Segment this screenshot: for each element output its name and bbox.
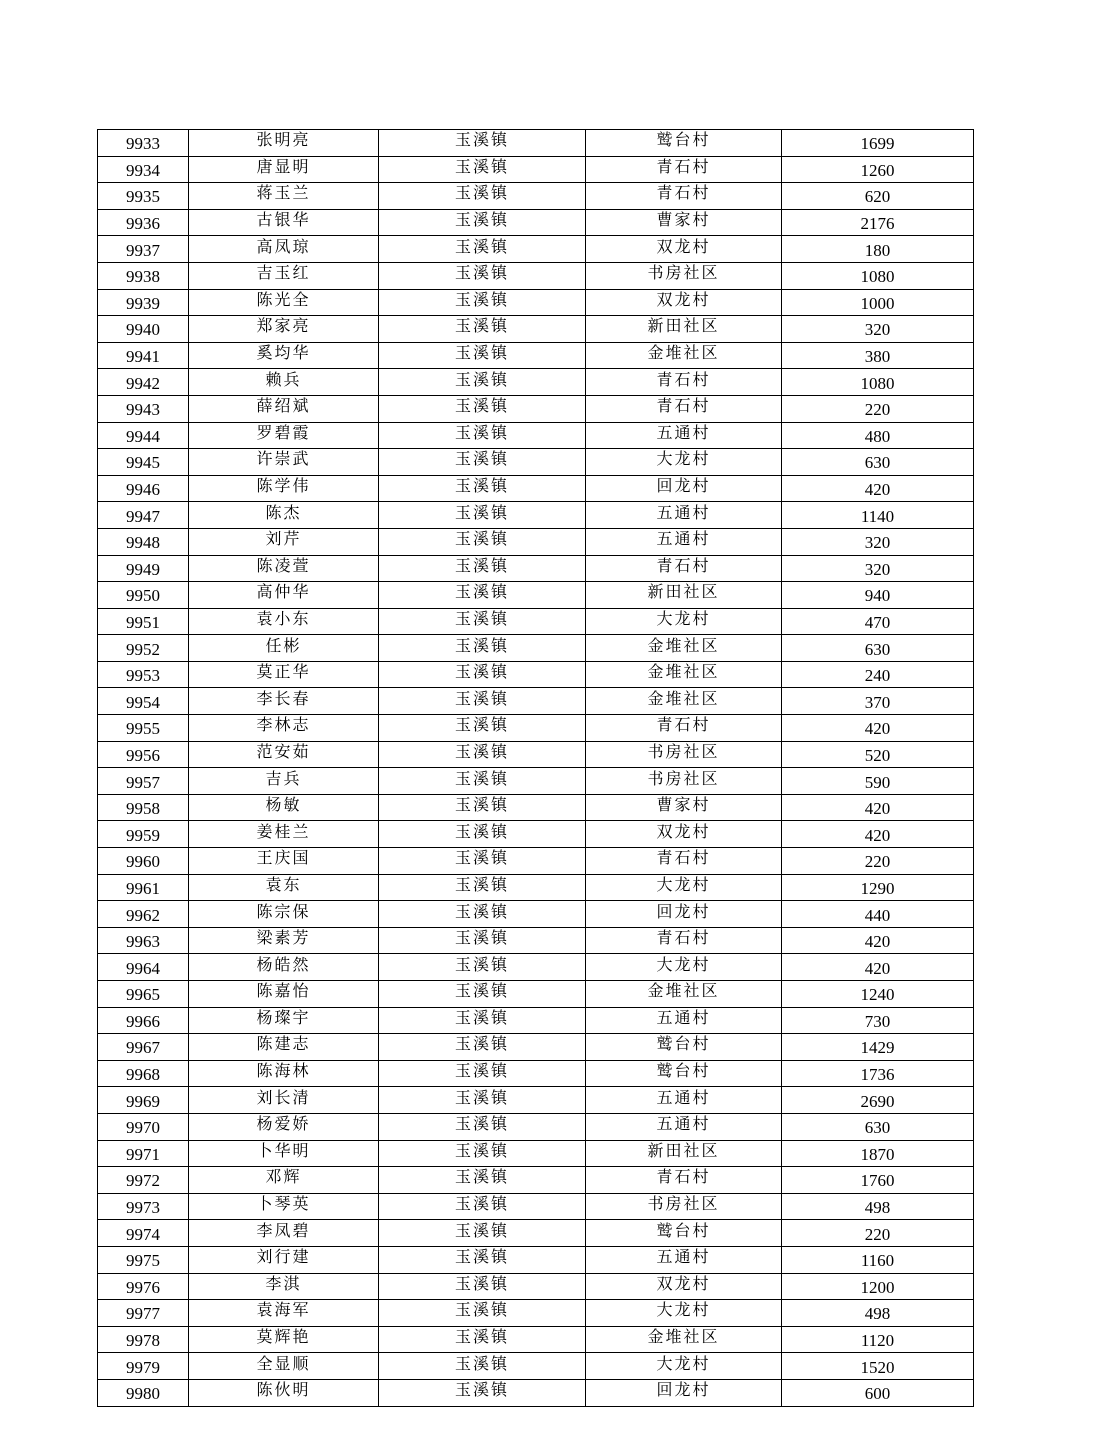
person-name-cell: 全显顺 bbox=[189, 1353, 379, 1380]
person-name-cell: 李林志 bbox=[189, 715, 379, 742]
town-cell: 玉溪镇 bbox=[379, 316, 586, 343]
table-row bbox=[98, 848, 974, 875]
amount-cell: 620 bbox=[782, 183, 974, 210]
town-cell: 玉溪镇 bbox=[379, 1326, 586, 1353]
person-name-cell: 李凤碧 bbox=[189, 1220, 379, 1247]
row-number-cell: 9945 bbox=[98, 449, 189, 476]
town-cell: 玉溪镇 bbox=[379, 1246, 586, 1273]
amount-cell: 1080 bbox=[782, 369, 974, 396]
table-row bbox=[98, 927, 974, 954]
amount-cell: 420 bbox=[782, 821, 974, 848]
town-cell: 玉溪镇 bbox=[379, 981, 586, 1008]
roster-body bbox=[98, 130, 974, 1407]
village-cell: 大龙村 bbox=[586, 608, 782, 635]
row-number-cell: 9961 bbox=[98, 874, 189, 901]
amount-cell: 1140 bbox=[782, 502, 974, 529]
amount-cell: 630 bbox=[782, 635, 974, 662]
village-cell: 五通村 bbox=[586, 1087, 782, 1114]
table-row bbox=[98, 502, 974, 529]
row-number-cell: 9968 bbox=[98, 1060, 189, 1087]
table-row bbox=[98, 1034, 974, 1061]
town-cell: 玉溪镇 bbox=[379, 369, 586, 396]
town-cell: 玉溪镇 bbox=[379, 528, 586, 555]
town-cell: 玉溪镇 bbox=[379, 661, 586, 688]
person-name-cell: 卜华明 bbox=[189, 1140, 379, 1167]
person-name-cell: 姜桂兰 bbox=[189, 821, 379, 848]
table-row bbox=[98, 262, 974, 289]
town-cell: 玉溪镇 bbox=[379, 502, 586, 529]
village-cell: 鹫台村 bbox=[586, 1034, 782, 1061]
person-name-cell: 任彬 bbox=[189, 635, 379, 662]
row-number-cell: 9966 bbox=[98, 1007, 189, 1034]
amount-cell: 420 bbox=[782, 954, 974, 981]
village-cell: 大龙村 bbox=[586, 954, 782, 981]
village-cell: 书房社区 bbox=[586, 1193, 782, 1220]
table-row bbox=[98, 1060, 974, 1087]
person-name-cell: 陈宗保 bbox=[189, 901, 379, 928]
town-cell: 玉溪镇 bbox=[379, 794, 586, 821]
village-cell: 金堆社区 bbox=[586, 688, 782, 715]
row-number-cell: 9939 bbox=[98, 289, 189, 316]
village-cell: 金堆社区 bbox=[586, 635, 782, 662]
amount-cell: 420 bbox=[782, 927, 974, 954]
amount-cell: 220 bbox=[782, 1220, 974, 1247]
village-cell: 鹫台村 bbox=[586, 130, 782, 157]
village-cell: 回龙村 bbox=[586, 475, 782, 502]
village-cell: 大龙村 bbox=[586, 449, 782, 476]
person-name-cell: 罗碧霞 bbox=[189, 422, 379, 449]
village-cell: 回龙村 bbox=[586, 901, 782, 928]
row-number-cell: 9972 bbox=[98, 1167, 189, 1194]
row-number-cell: 9933 bbox=[98, 130, 189, 157]
amount-cell: 1080 bbox=[782, 262, 974, 289]
table-row bbox=[98, 582, 974, 609]
village-cell: 书房社区 bbox=[586, 741, 782, 768]
village-cell: 五通村 bbox=[586, 1246, 782, 1273]
amount-cell: 240 bbox=[782, 661, 974, 688]
person-name-cell: 唐显明 bbox=[189, 156, 379, 183]
amount-cell: 1760 bbox=[782, 1167, 974, 1194]
village-cell: 曹家村 bbox=[586, 794, 782, 821]
amount-cell: 940 bbox=[782, 582, 974, 609]
town-cell: 玉溪镇 bbox=[379, 1034, 586, 1061]
table-row bbox=[98, 1087, 974, 1114]
row-number-cell: 9975 bbox=[98, 1246, 189, 1273]
village-cell: 青石村 bbox=[586, 1167, 782, 1194]
row-number-cell: 9962 bbox=[98, 901, 189, 928]
table-row bbox=[98, 715, 974, 742]
row-number-cell: 9980 bbox=[98, 1379, 189, 1406]
town-cell: 玉溪镇 bbox=[379, 582, 586, 609]
amount-cell: 1870 bbox=[782, 1140, 974, 1167]
person-name-cell: 陈海林 bbox=[189, 1060, 379, 1087]
row-number-cell: 9952 bbox=[98, 635, 189, 662]
table-row bbox=[98, 289, 974, 316]
village-cell: 青石村 bbox=[586, 927, 782, 954]
village-cell: 新田社区 bbox=[586, 582, 782, 609]
table-row bbox=[98, 555, 974, 582]
person-name-cell: 刘芹 bbox=[189, 528, 379, 555]
village-cell: 五通村 bbox=[586, 1007, 782, 1034]
village-cell: 五通村 bbox=[586, 528, 782, 555]
person-name-cell: 吉兵 bbox=[189, 768, 379, 795]
town-cell: 玉溪镇 bbox=[379, 741, 586, 768]
table-row bbox=[98, 874, 974, 901]
village-cell: 金堆社区 bbox=[586, 661, 782, 688]
row-number-cell: 9967 bbox=[98, 1034, 189, 1061]
town-cell: 玉溪镇 bbox=[379, 874, 586, 901]
person-name-cell: 杨爱娇 bbox=[189, 1113, 379, 1140]
town-cell: 玉溪镇 bbox=[379, 635, 586, 662]
row-number-cell: 9957 bbox=[98, 768, 189, 795]
amount-cell: 520 bbox=[782, 741, 974, 768]
town-cell: 玉溪镇 bbox=[379, 209, 586, 236]
person-name-cell: 李长春 bbox=[189, 688, 379, 715]
village-cell: 青石村 bbox=[586, 156, 782, 183]
table-row bbox=[98, 981, 974, 1008]
table-row bbox=[98, 1167, 974, 1194]
person-name-cell: 陈建志 bbox=[189, 1034, 379, 1061]
table-row bbox=[98, 183, 974, 210]
village-cell: 青石村 bbox=[586, 555, 782, 582]
town-cell: 玉溪镇 bbox=[379, 262, 586, 289]
amount-cell: 220 bbox=[782, 395, 974, 422]
row-number-cell: 9951 bbox=[98, 608, 189, 635]
village-cell: 双龙村 bbox=[586, 236, 782, 263]
amount-cell: 498 bbox=[782, 1300, 974, 1327]
town-cell: 玉溪镇 bbox=[379, 130, 586, 157]
village-cell: 青石村 bbox=[586, 183, 782, 210]
amount-cell: 1290 bbox=[782, 874, 974, 901]
amount-cell: 498 bbox=[782, 1193, 974, 1220]
amount-cell: 2176 bbox=[782, 209, 974, 236]
row-number-cell: 9959 bbox=[98, 821, 189, 848]
person-name-cell: 梁素芳 bbox=[189, 927, 379, 954]
amount-cell: 320 bbox=[782, 528, 974, 555]
row-number-cell: 9979 bbox=[98, 1353, 189, 1380]
table-row bbox=[98, 1007, 974, 1034]
town-cell: 玉溪镇 bbox=[379, 289, 586, 316]
amount-cell: 2690 bbox=[782, 1087, 974, 1114]
table-row bbox=[98, 954, 974, 981]
table-row bbox=[98, 688, 974, 715]
town-cell: 玉溪镇 bbox=[379, 156, 586, 183]
amount-cell: 1240 bbox=[782, 981, 974, 1008]
row-number-cell: 9964 bbox=[98, 954, 189, 981]
village-cell: 金堆社区 bbox=[586, 981, 782, 1008]
amount-cell: 180 bbox=[782, 236, 974, 263]
person-name-cell: 高凤琼 bbox=[189, 236, 379, 263]
person-name-cell: 陈光全 bbox=[189, 289, 379, 316]
village-cell: 双龙村 bbox=[586, 289, 782, 316]
person-name-cell: 袁海军 bbox=[189, 1300, 379, 1327]
village-cell: 青石村 bbox=[586, 715, 782, 742]
village-cell: 大龙村 bbox=[586, 1300, 782, 1327]
amount-cell: 440 bbox=[782, 901, 974, 928]
person-name-cell: 薛绍斌 bbox=[189, 395, 379, 422]
town-cell: 玉溪镇 bbox=[379, 688, 586, 715]
table-row bbox=[98, 236, 974, 263]
row-number-cell: 9946 bbox=[98, 475, 189, 502]
town-cell: 玉溪镇 bbox=[379, 395, 586, 422]
table-row bbox=[98, 1326, 974, 1353]
village-cell: 金堆社区 bbox=[586, 342, 782, 369]
amount-cell: 320 bbox=[782, 555, 974, 582]
roster-table bbox=[97, 129, 974, 1407]
row-number-cell: 9942 bbox=[98, 369, 189, 396]
village-cell: 大龙村 bbox=[586, 874, 782, 901]
village-cell: 青石村 bbox=[586, 848, 782, 875]
person-name-cell: 许崇武 bbox=[189, 449, 379, 476]
village-cell: 鹫台村 bbox=[586, 1060, 782, 1087]
village-cell: 金堆社区 bbox=[586, 1326, 782, 1353]
table-row bbox=[98, 395, 974, 422]
table-row bbox=[98, 768, 974, 795]
village-cell: 双龙村 bbox=[586, 1273, 782, 1300]
row-number-cell: 9953 bbox=[98, 661, 189, 688]
village-cell: 书房社区 bbox=[586, 262, 782, 289]
town-cell: 玉溪镇 bbox=[379, 236, 586, 263]
town-cell: 玉溪镇 bbox=[379, 1113, 586, 1140]
village-cell: 鹫台村 bbox=[586, 1220, 782, 1247]
person-name-cell: 高仲华 bbox=[189, 582, 379, 609]
town-cell: 玉溪镇 bbox=[379, 1193, 586, 1220]
person-name-cell: 陈杰 bbox=[189, 502, 379, 529]
amount-cell: 1120 bbox=[782, 1326, 974, 1353]
town-cell: 玉溪镇 bbox=[379, 848, 586, 875]
town-cell: 玉溪镇 bbox=[379, 555, 586, 582]
town-cell: 玉溪镇 bbox=[379, 768, 586, 795]
village-cell: 大龙村 bbox=[586, 1353, 782, 1380]
person-name-cell: 陈嘉怡 bbox=[189, 981, 379, 1008]
row-number-cell: 9977 bbox=[98, 1300, 189, 1327]
table-row bbox=[98, 342, 974, 369]
row-number-cell: 9970 bbox=[98, 1113, 189, 1140]
row-number-cell: 9974 bbox=[98, 1220, 189, 1247]
town-cell: 玉溪镇 bbox=[379, 821, 586, 848]
row-number-cell: 9947 bbox=[98, 502, 189, 529]
person-name-cell: 莫辉艳 bbox=[189, 1326, 379, 1353]
row-number-cell: 9941 bbox=[98, 342, 189, 369]
amount-cell: 590 bbox=[782, 768, 974, 795]
table-row bbox=[98, 130, 974, 157]
person-name-cell: 张明亮 bbox=[189, 130, 379, 157]
person-name-cell: 范安茹 bbox=[189, 741, 379, 768]
village-cell: 回龙村 bbox=[586, 1379, 782, 1406]
town-cell: 玉溪镇 bbox=[379, 1379, 586, 1406]
amount-cell: 630 bbox=[782, 1113, 974, 1140]
town-cell: 玉溪镇 bbox=[379, 342, 586, 369]
row-number-cell: 9969 bbox=[98, 1087, 189, 1114]
amount-cell: 420 bbox=[782, 475, 974, 502]
amount-cell: 480 bbox=[782, 422, 974, 449]
village-cell: 曹家村 bbox=[586, 209, 782, 236]
person-name-cell: 刘长清 bbox=[189, 1087, 379, 1114]
amount-cell: 1699 bbox=[782, 130, 974, 157]
amount-cell: 380 bbox=[782, 342, 974, 369]
amount-cell: 420 bbox=[782, 794, 974, 821]
person-name-cell: 奚均华 bbox=[189, 342, 379, 369]
amount-cell: 1429 bbox=[782, 1034, 974, 1061]
amount-cell: 220 bbox=[782, 848, 974, 875]
table-row bbox=[98, 209, 974, 236]
town-cell: 玉溪镇 bbox=[379, 608, 586, 635]
row-number-cell: 9936 bbox=[98, 209, 189, 236]
row-number-cell: 9935 bbox=[98, 183, 189, 210]
town-cell: 玉溪镇 bbox=[379, 449, 586, 476]
row-number-cell: 9934 bbox=[98, 156, 189, 183]
village-cell: 五通村 bbox=[586, 502, 782, 529]
person-name-cell: 陈凌萱 bbox=[189, 555, 379, 582]
town-cell: 玉溪镇 bbox=[379, 422, 586, 449]
table-row bbox=[98, 1246, 974, 1273]
row-number-cell: 9960 bbox=[98, 848, 189, 875]
row-number-cell: 9940 bbox=[98, 316, 189, 343]
table-row bbox=[98, 1379, 974, 1406]
village-cell: 青石村 bbox=[586, 369, 782, 396]
row-number-cell: 9956 bbox=[98, 741, 189, 768]
row-number-cell: 9938 bbox=[98, 262, 189, 289]
town-cell: 玉溪镇 bbox=[379, 927, 586, 954]
amount-cell: 320 bbox=[782, 316, 974, 343]
row-number-cell: 9937 bbox=[98, 236, 189, 263]
row-number-cell: 9954 bbox=[98, 688, 189, 715]
table-row bbox=[98, 156, 974, 183]
table-row bbox=[98, 635, 974, 662]
person-name-cell: 邓辉 bbox=[189, 1167, 379, 1194]
village-cell: 书房社区 bbox=[586, 768, 782, 795]
amount-cell: 370 bbox=[782, 688, 974, 715]
amount-cell: 1520 bbox=[782, 1353, 974, 1380]
table-row bbox=[98, 475, 974, 502]
town-cell: 玉溪镇 bbox=[379, 715, 586, 742]
row-number-cell: 9948 bbox=[98, 528, 189, 555]
amount-cell: 1736 bbox=[782, 1060, 974, 1087]
table-row bbox=[98, 369, 974, 396]
row-number-cell: 9950 bbox=[98, 582, 189, 609]
row-number-cell: 9976 bbox=[98, 1273, 189, 1300]
town-cell: 玉溪镇 bbox=[379, 1353, 586, 1380]
person-name-cell: 袁东 bbox=[189, 874, 379, 901]
person-name-cell: 陈伙明 bbox=[189, 1379, 379, 1406]
town-cell: 玉溪镇 bbox=[379, 475, 586, 502]
town-cell: 玉溪镇 bbox=[379, 1140, 586, 1167]
amount-cell: 470 bbox=[782, 608, 974, 635]
person-name-cell: 莫正华 bbox=[189, 661, 379, 688]
row-number-cell: 9943 bbox=[98, 395, 189, 422]
person-name-cell: 杨皓然 bbox=[189, 954, 379, 981]
town-cell: 玉溪镇 bbox=[379, 1007, 586, 1034]
town-cell: 玉溪镇 bbox=[379, 1087, 586, 1114]
table-row bbox=[98, 1220, 974, 1247]
amount-cell: 1260 bbox=[782, 156, 974, 183]
town-cell: 玉溪镇 bbox=[379, 183, 586, 210]
row-number-cell: 9958 bbox=[98, 794, 189, 821]
amount-cell: 1160 bbox=[782, 1246, 974, 1273]
table-row bbox=[98, 1300, 974, 1327]
table-row bbox=[98, 608, 974, 635]
table-row bbox=[98, 1113, 974, 1140]
town-cell: 玉溪镇 bbox=[379, 1060, 586, 1087]
table-row bbox=[98, 901, 974, 928]
row-number-cell: 9955 bbox=[98, 715, 189, 742]
person-name-cell: 蒋玉兰 bbox=[189, 183, 379, 210]
table-row bbox=[98, 449, 974, 476]
person-name-cell: 陈学伟 bbox=[189, 475, 379, 502]
village-cell: 青石村 bbox=[586, 395, 782, 422]
village-cell: 五通村 bbox=[586, 1113, 782, 1140]
row-number-cell: 9973 bbox=[98, 1193, 189, 1220]
table-row bbox=[98, 1140, 974, 1167]
person-name-cell: 王庆国 bbox=[189, 848, 379, 875]
table-row bbox=[98, 316, 974, 343]
table-row bbox=[98, 528, 974, 555]
row-number-cell: 9971 bbox=[98, 1140, 189, 1167]
person-name-cell: 卜琴英 bbox=[189, 1193, 379, 1220]
table-row bbox=[98, 661, 974, 688]
table-row bbox=[98, 794, 974, 821]
amount-cell: 600 bbox=[782, 1379, 974, 1406]
person-name-cell: 吉玉红 bbox=[189, 262, 379, 289]
person-name-cell: 刘行建 bbox=[189, 1246, 379, 1273]
table-row bbox=[98, 422, 974, 449]
person-name-cell: 李淇 bbox=[189, 1273, 379, 1300]
row-number-cell: 9963 bbox=[98, 927, 189, 954]
town-cell: 玉溪镇 bbox=[379, 1220, 586, 1247]
person-name-cell: 杨璨宇 bbox=[189, 1007, 379, 1034]
town-cell: 玉溪镇 bbox=[379, 1300, 586, 1327]
table-row bbox=[98, 1353, 974, 1380]
person-name-cell: 袁小东 bbox=[189, 608, 379, 635]
town-cell: 玉溪镇 bbox=[379, 901, 586, 928]
village-cell: 新田社区 bbox=[586, 1140, 782, 1167]
town-cell: 玉溪镇 bbox=[379, 1167, 586, 1194]
table-row bbox=[98, 1273, 974, 1300]
amount-cell: 420 bbox=[782, 715, 974, 742]
person-name-cell: 杨敏 bbox=[189, 794, 379, 821]
person-name-cell: 赖兵 bbox=[189, 369, 379, 396]
table-row bbox=[98, 1193, 974, 1220]
town-cell: 玉溪镇 bbox=[379, 954, 586, 981]
town-cell: 玉溪镇 bbox=[379, 1273, 586, 1300]
table-row bbox=[98, 821, 974, 848]
village-cell: 新田社区 bbox=[586, 316, 782, 343]
row-number-cell: 9978 bbox=[98, 1326, 189, 1353]
row-number-cell: 9944 bbox=[98, 422, 189, 449]
village-cell: 双龙村 bbox=[586, 821, 782, 848]
row-number-cell: 9949 bbox=[98, 555, 189, 582]
person-name-cell: 郑家亮 bbox=[189, 316, 379, 343]
village-cell: 五通村 bbox=[586, 422, 782, 449]
amount-cell: 1000 bbox=[782, 289, 974, 316]
amount-cell: 630 bbox=[782, 449, 974, 476]
person-name-cell: 古银华 bbox=[189, 209, 379, 236]
amount-cell: 1200 bbox=[782, 1273, 974, 1300]
row-number-cell: 9965 bbox=[98, 981, 189, 1008]
amount-cell: 730 bbox=[782, 1007, 974, 1034]
table-row bbox=[98, 741, 974, 768]
